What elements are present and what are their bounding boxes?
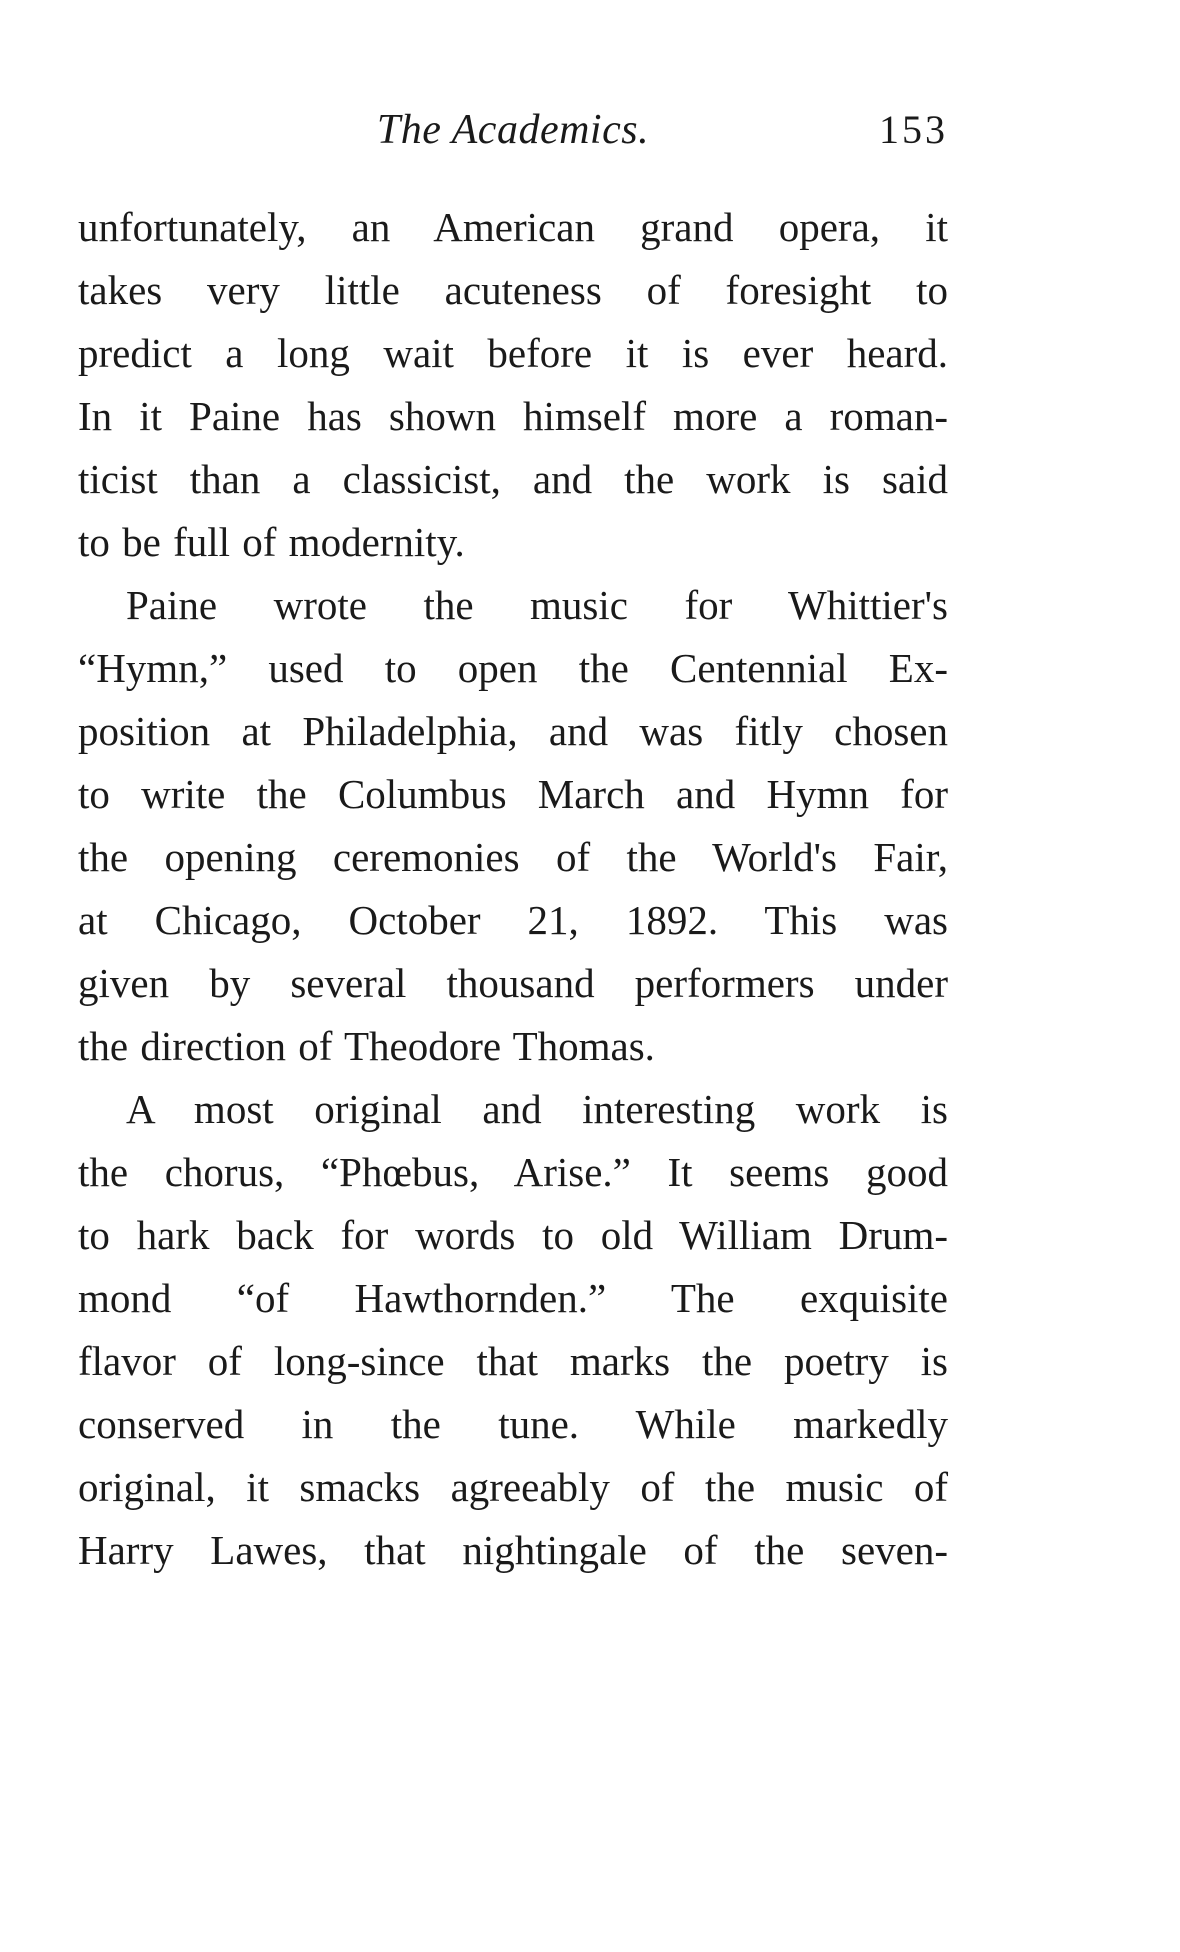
text-line: the chorus, “Phœbus, Arise.” It seems good — [78, 1149, 948, 1195]
running-head — [78, 100, 948, 160]
text-line: mond “of Hawthornden.” The exquisite — [78, 1275, 948, 1321]
text-line: the direction of Theodore Thomas. — [78, 1023, 655, 1069]
body-text — [78, 196, 948, 1582]
page-number: 153 — [879, 107, 948, 152]
text-line: the opening ceremonies of the World's Fair, — [78, 834, 948, 880]
text-line: to hark back for words to old William Drum- — [78, 1212, 948, 1258]
text-line: “Hymn,” used to open the Centennial Ex- — [78, 645, 948, 691]
text-line: In it Paine has shown himself more a roman- — [78, 393, 948, 439]
running-title: The Academics. — [376, 107, 650, 153]
text-line: Harry Lawes, that nightingale of the seven- — [78, 1527, 948, 1573]
paragraph — [78, 574, 948, 1078]
text-line: flavor of long-since that marks the poetry is — [78, 1338, 948, 1384]
text-line: Paine wrote the music for Whittier's — [126, 582, 948, 628]
text-line: ticist than a classicist, and the work is said — [78, 456, 948, 502]
text-line: conserved in the tune. While markedly — [78, 1401, 948, 1447]
paragraph — [78, 196, 948, 574]
text-line: A most original and interesting work is — [126, 1086, 948, 1132]
text-line: takes very little acuteness of foresight to — [78, 267, 948, 313]
text-line: at Chicago, October 21, 1892. This was — [78, 897, 948, 943]
text-line: to be full of modernity. — [78, 519, 465, 565]
text-line: position at Philadelphia, and was fitly chosen — [78, 708, 948, 754]
text-line: given by several thousand performers under — [78, 960, 948, 1006]
text-line: unfortunately, an American grand opera, it — [78, 204, 948, 250]
text-line: to write the Columbus March and Hymn for — [78, 771, 948, 817]
text-line: original, it smacks agreeably of the music of — [78, 1464, 948, 1510]
text-line: predict a long wait before it is ever heard. — [78, 330, 948, 376]
paragraph — [78, 1078, 948, 1582]
